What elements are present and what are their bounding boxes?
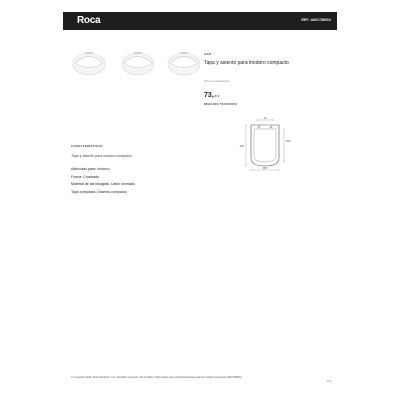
- dim-right-label: 360: [286, 140, 291, 143]
- characteristic-item: Tapa compacta / Asiento compacto: [71, 189, 127, 194]
- price-label: Precio sin descuentos: [204, 80, 230, 83]
- characteristic-item: Material de las bisagras: Latón cromado: [71, 182, 135, 186]
- seat-outline: [251, 125, 279, 166]
- hinge-right: [270, 126, 272, 128]
- header-bar: [63, 12, 337, 30]
- product-title: Tapa y asiento para inodoro compacto: [204, 60, 289, 66]
- footer-copyright: © Copyright 2022, Roca Sanitario, S.A. All rights reserved | 15-12-2022 | https://www.roca.es/productos/tapa-asiento-inodoro-compacto-A801788004: [71, 376, 242, 379]
- product-sheet-page: [63, 12, 337, 386]
- seat-inner-outline: [254, 129, 276, 162]
- toilet-seat-lid-icon: [117, 44, 159, 82]
- price-value: 73,: [204, 92, 214, 99]
- price: [204, 84, 220, 102]
- characteristic-item: Adecuado para: Inodoro: [71, 167, 110, 171]
- dim-bottom-label: 365: [262, 167, 268, 170]
- characteristics-list: [71, 166, 135, 196]
- characteristics-title: CARACTERÍSTICAS: [71, 144, 103, 148]
- page-number: 1/1: [327, 379, 331, 383]
- product-series: GAP: [204, 52, 212, 56]
- toilet-seat-lid-icon: [68, 44, 110, 82]
- characteristic-item: Forma: Cuadrado: [71, 174, 100, 179]
- reference-code: REF: A801788004: [301, 18, 331, 22]
- dim-left-label: 420: [239, 145, 244, 148]
- toilet-seat-lid-icon: [163, 44, 205, 82]
- price-cents: 20 €: [213, 94, 220, 98]
- characteristics-description: Tapa y asiento para inodoro compacto: [71, 154, 132, 158]
- dim-top-label: 40: [263, 117, 267, 120]
- technical-drawing: [229, 116, 305, 172]
- hinge-left: [258, 126, 260, 128]
- technical-drawings-title: DIBUJOS TÉCNICOS: [204, 102, 237, 106]
- roca-logo[interactable]: Roca: [77, 15, 101, 26]
